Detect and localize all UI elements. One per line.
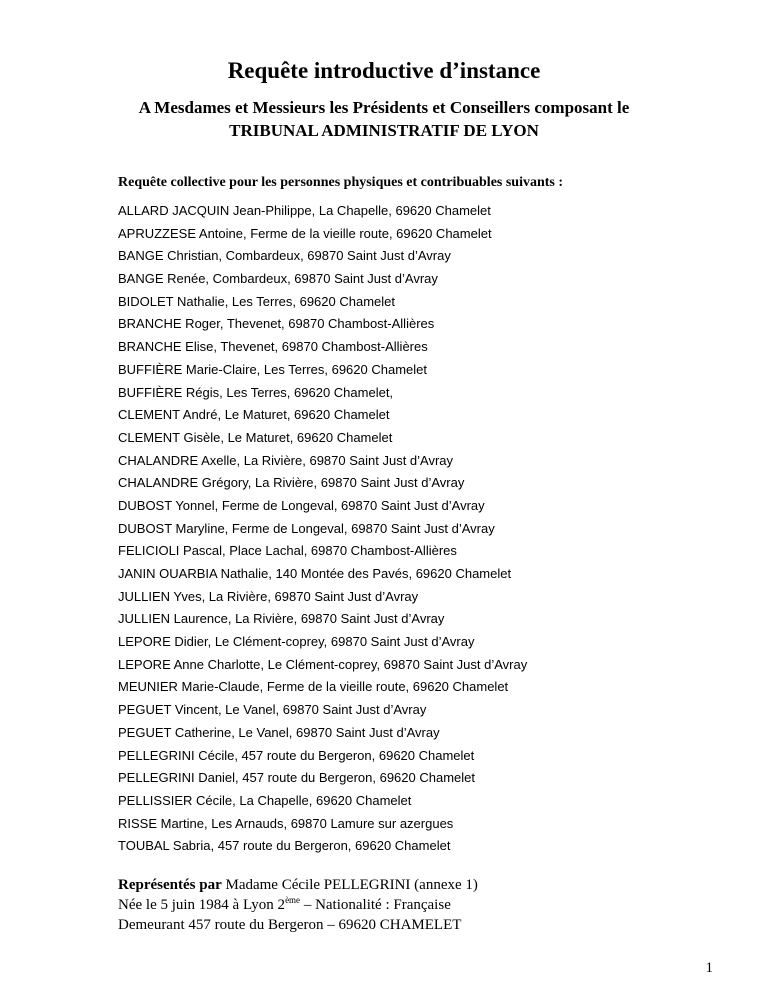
- list-item: CHALANDRE Axelle, La Rivière, 69870 Saint Just d’Avray: [118, 452, 454, 468]
- document-title: Requête introductive d’instance: [227, 58, 541, 83]
- list-item: BANGE Renée, Combardeux, 69870 Saint Just d’Avray: [118, 271, 438, 287]
- list-item: CLEMENT Gisèle, Le Maturet, 69620 Chamelet: [118, 429, 393, 445]
- representative-name: Madame Cécile PELLEGRINI (annexe 1): [221, 877, 478, 893]
- list-item: BUFFIÈRE Régis, Les Terres, 69620 Chamelet,: [118, 384, 394, 400]
- list-item: JULLIEN Laurence, La Rivière, 69870 Saint Just d’Avray: [118, 611, 445, 627]
- list-item: FELICIOLI Pascal, Place Lachal, 69870 Chambost-Allières: [118, 543, 457, 559]
- list-item: BIDOLET Nathalie, Les Terres, 69620 Chamelet: [118, 293, 395, 309]
- list-item: PELLEGRINI Cécile, 457 route du Bergeron, 69620 Chamelet: [118, 747, 475, 763]
- list-item: PEGUET Vincent, Le Vanel, 69870 Saint Just d’Avray: [118, 702, 427, 718]
- intro-heading: Requête collective pour les personnes physiques et contribuables suivants :: [118, 175, 564, 190]
- list-item: CHALANDRE Grégory, La Rivière, 69870 Saint Just d’Avray: [118, 475, 465, 491]
- list-item: PELLEGRINI Daniel, 457 route du Bergeron, 69620 Chamelet: [118, 770, 475, 786]
- list-item: JULLIEN Yves, La Rivière, 69870 Saint Just d’Avray: [118, 588, 419, 604]
- subtitle-line-2: TRIBUNAL ADMINISTRATIF DE LYON: [229, 121, 539, 140]
- representation-line: [118, 875, 478, 895]
- list-item: BANGE Christian, Combardeux, 69870 Saint Just d’Avray: [118, 248, 451, 264]
- representation-label: Représentés par: [118, 877, 222, 893]
- document-subtitle: [0, 96, 768, 142]
- list-item: MEUNIER Marie-Claude, Ferme de la vieille route, 69620 Chamelet: [118, 679, 509, 695]
- list-item: LEPORE Anne Charlotte, Le Clément-coprey, 69870 Saint Just d’Avray: [118, 656, 528, 672]
- birth-prefix: Née le 5 juin 1984 à Lyon 2: [118, 897, 286, 913]
- list-item: ALLARD JACQUIN Jean-Philippe, La Chapelle, 69620 Chamelet: [118, 203, 491, 218]
- page-number: 1: [705, 960, 713, 976]
- list-item: BUFFIÈRE Marie-Claire, Les Terres, 69620 Chamelet: [118, 361, 427, 377]
- list-item: TOUBAL Sabria, 457 route du Bergeron, 69620 Chamelet: [118, 838, 451, 854]
- list-item: JANIN OUARBIA Nathalie, 140 Montée des Pavés, 69620 Chamelet: [118, 566, 512, 581]
- list-item: PELLISSIER Cécile, La Chapelle, 69620 Chamelet: [118, 792, 412, 808]
- list-item: APRUZZESE Antoine, Ferme de la vieille route, 69620 Chamelet: [118, 225, 492, 241]
- birth-superscript: ème: [285, 895, 301, 905]
- list-item: RISSE Martine, Les Arnauds, 69870 Lamure sur azergues: [118, 815, 454, 831]
- list-item: DUBOST Yonnel, Ferme de Longeval, 69870 Saint Just d’Avray: [118, 497, 485, 513]
- birth-line: [118, 895, 478, 915]
- list-item: DUBOST Maryline, Ferme de Longeval, 69870 Saint Just d’Avray: [118, 520, 495, 536]
- subtitle-line-1: A Mesdames et Messieurs les Présidents et Conseillers composant le: [138, 98, 630, 117]
- list-item: PEGUET Catherine, Le Vanel, 69870 Saint Just d’Avray: [118, 724, 440, 740]
- list-item: BRANCHE Elise, Thevenet, 69870 Chambost-Allières: [118, 339, 428, 355]
- representation-block: [118, 875, 478, 935]
- list-item: CLEMENT André, Le Maturet, 69620 Chamelet: [118, 407, 390, 423]
- people-list: [118, 200, 527, 858]
- list-item: BRANCHE Roger, Thevenet, 69870 Chambost-Allières: [118, 316, 435, 332]
- birth-suffix: – Nationalité : Française: [300, 897, 451, 913]
- address-line: Demeurant 457 route du Bergeron – 69620 CHAMELET: [118, 917, 462, 933]
- list-item: LEPORE Didier, Le Clément-coprey, 69870 Saint Just d’Avray: [118, 634, 475, 650]
